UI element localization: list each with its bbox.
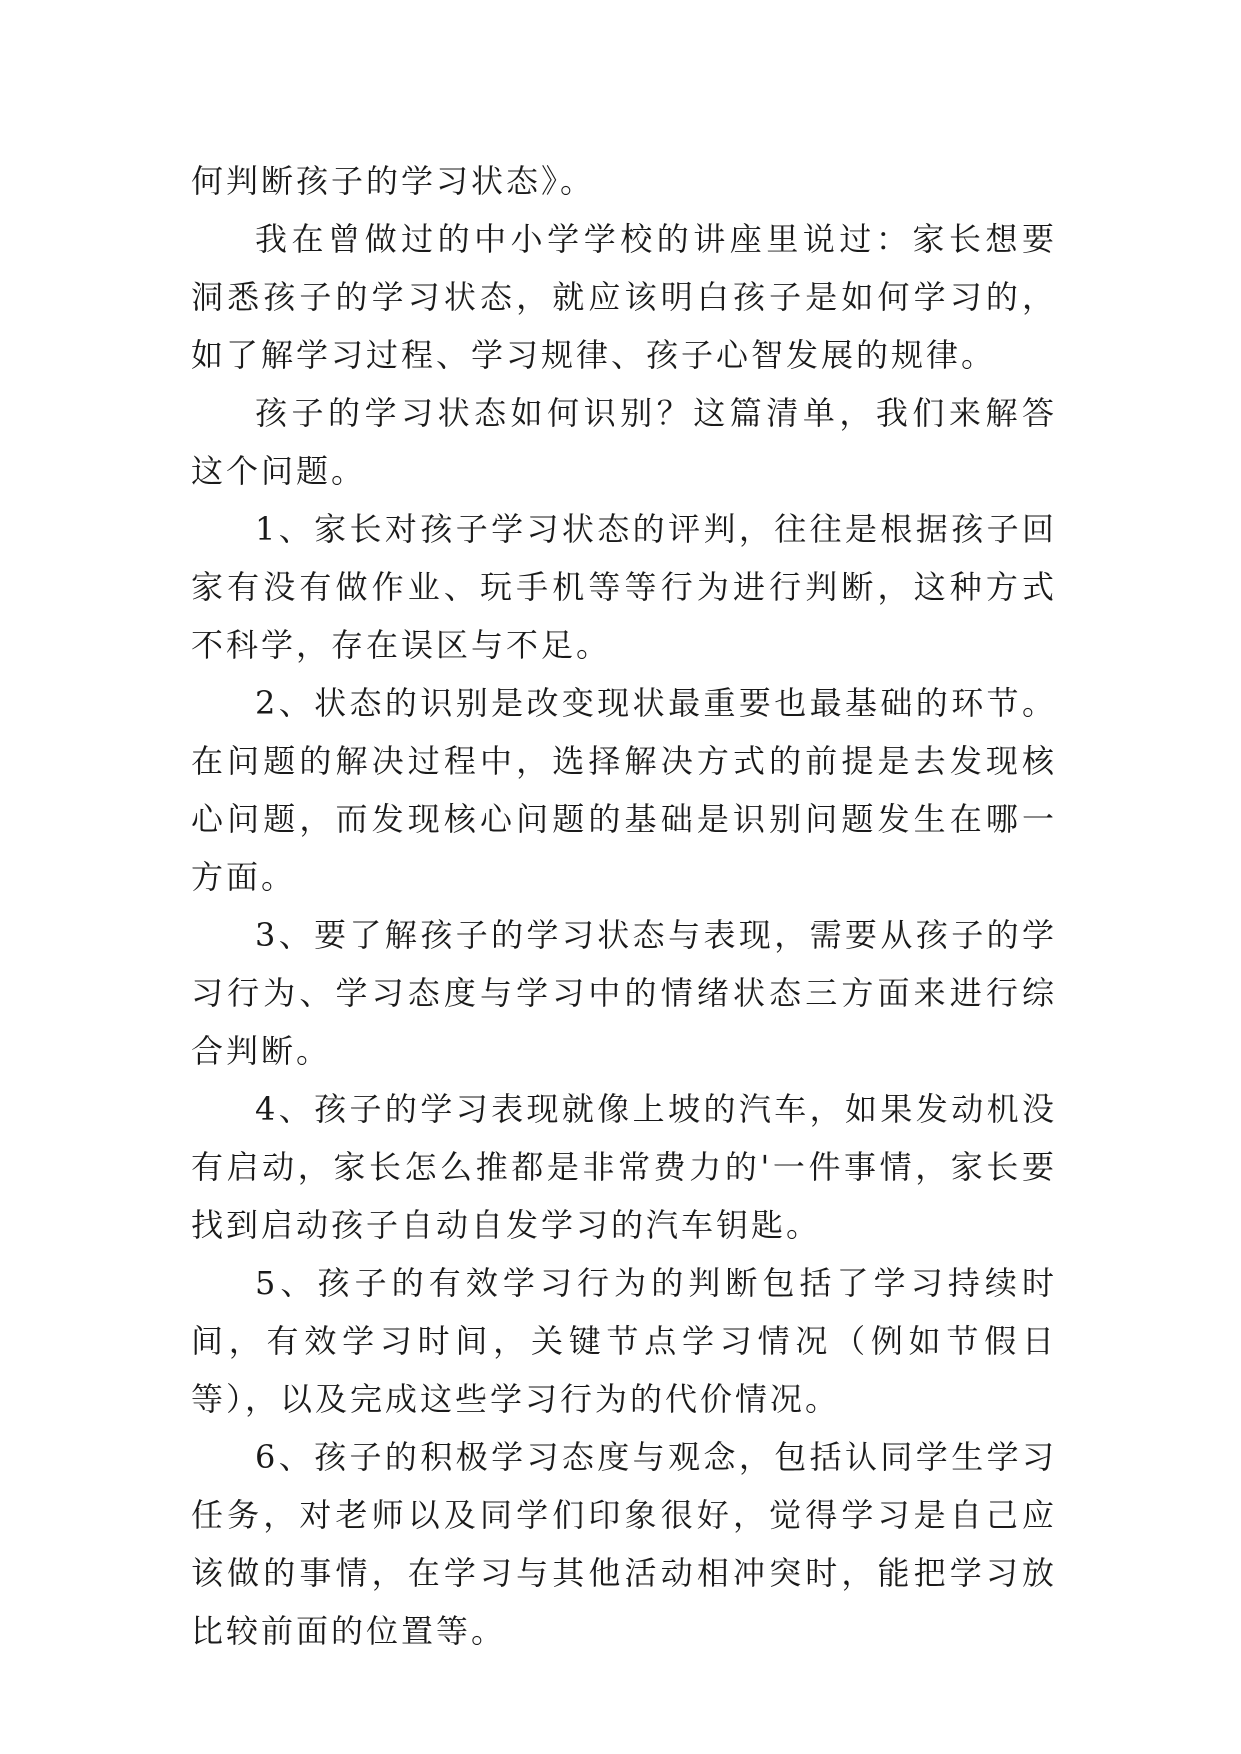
paragraph-continuation: 何判断孩子的学习状态》。: [191, 162, 596, 200]
document-body: [191, 152, 1057, 1660]
paragraph-item-2: 2、状态的识别是改变现状最重要也最基础的环节。在问题的解决过程中，选择解决方式的前提是去发现核心问题，而发现核心问题的基础是识别问题发生在哪一方面。: [191, 684, 1057, 896]
paragraph-item-6: 6、孩子的积极学习态度与观念，包括认同学生学习任务，对老师以及同学们印象很好，觉得学习是自己应该做的事情，在学习与其他活动相冲突时，能把学习放比较前面的位置等。: [191, 1438, 1057, 1650]
paragraph-question: 孩子的学习状态如何识别？这篇清单，我们来解答这个问题。: [191, 394, 1057, 490]
paragraph-item-3: 3、要了解孩子的学习状态与表现，需要从孩子的学习行为、学习态度与学习中的情绪状态三方面来进行综合判断。: [191, 916, 1057, 1070]
paragraph-item-4: 4、孩子的学习表现就像上坡的汽车，如果发动机没有启动，家长怎么推都是非常费力的'一件事情，家长要找到启动孩子自动自发学习的汽车钥匙。: [191, 1090, 1057, 1244]
paragraph-item-5: 5、孩子的有效学习行为的判断包括了学习持续时间，有效学习时间，关键节点学习情况（例如节假日等），以及完成这些学习行为的代价情况。: [191, 1264, 1057, 1418]
paragraph-intro: 我在曾做过的中小学学校的讲座里说过：家长想要洞悉孩子的学习状态，就应该明白孩子是如何学习的，如了解学习过程、学习规律、孩子心智发展的规律。: [191, 220, 1057, 374]
paragraph-item-1: 1、家长对孩子学习状态的评判，往往是根据孩子回家有没有做作业、玩手机等等行为进行判断，这种方式不科学，存在误区与不足。: [191, 510, 1057, 664]
